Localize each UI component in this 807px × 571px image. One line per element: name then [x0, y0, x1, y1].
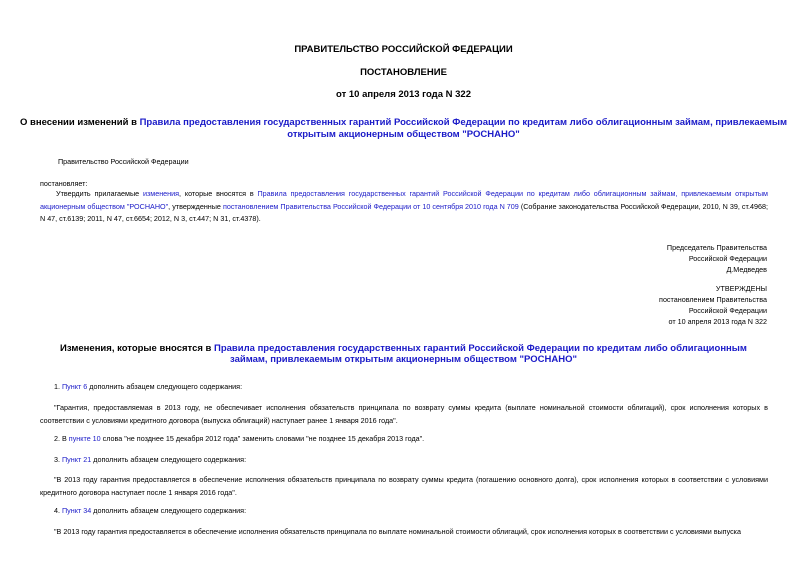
changes-title	[60, 343, 747, 365]
item-3-number: 3.	[54, 455, 62, 464]
change-item-3	[54, 454, 246, 465]
item-4-text: дополнить абзацем следующего содержания:	[91, 506, 247, 515]
point-34-link[interactable]: Пункт 34	[62, 506, 92, 515]
change-quote-1: "Гарантия, предоставляемая в 2013 году, не обеспечивает исполнения обязательств принципала по возврату суммы кредита (выплате номинальной стоимости облигаций), срок исполнения которых в соответствии с условиями кредитного договора (выпуска облигаций) наступает ранее 1 января 2016 года".	[40, 403, 768, 425]
approved-label: УТВЕРЖДЕНЫ	[715, 284, 767, 293]
title-prefix: О внесении изменений в	[19, 117, 140, 128]
changes-title-prefix: Изменения, которые вносятся в	[60, 343, 215, 354]
item-1-text: дополнить абзацем следующего содержания:	[87, 382, 243, 391]
change-quote-3: "В 2013 году гарантия предоставляется в обеспечение исполнения обязательств принципала по возврату суммы кредита (погашению основного долга), срок исполнения которых в соответствии с условиями кредитного договора наступает после 1 января 2016 года".	[40, 475, 768, 497]
decree-text-3: , утвержденные	[168, 201, 223, 211]
resolves: постановляет:	[40, 179, 88, 188]
point-6-link[interactable]: Пункт 6	[62, 382, 88, 391]
resolution-709-link[interactable]: постановлением Правительства Российской Федерации от 10 сентября 2010 года N 709	[222, 201, 519, 211]
changes-link[interactable]: изменения	[142, 189, 180, 198]
change-quote-4: "В 2013 году гарантия предоставляется в обеспечение исполнения обязательств принципала по выплате номинальной стоимости облигаций, срок исполнения которых в соответствии с условиями выпуска	[54, 527, 741, 536]
approved-date: от 10 апреля 2013 года N 322	[668, 317, 767, 326]
decree-text-2: , которые вносятся в	[179, 189, 258, 198]
issuer: Правительство Российской Федерации	[58, 157, 189, 166]
rules-link[interactable]: Правила предоставления государственных гарантий Российской Федерации по кредитам либо облигационным займам, привлекаемым открытым акционерным обществом "РОСНАНО"	[40, 189, 768, 211]
point-21-link[interactable]: Пункт 21	[62, 455, 92, 464]
item-4-number: 4.	[54, 506, 62, 515]
changes-title-link[interactable]: Правила предоставления государственных гарантий Российской Федерации по кредитам либо облигационным займам, привлекаемым открытым акционерным обществом "РОСНАНО"	[214, 343, 747, 365]
change-item-2	[54, 433, 424, 444]
item-1-number: 1.	[54, 382, 62, 391]
approved-by: постановлением Правительства	[659, 295, 767, 304]
government-heading: ПРАВИТЕЛЬСТВО РОССИЙСКОЙ ФЕДЕРАЦИИ	[294, 44, 513, 55]
point-10-link[interactable]: пункте 10	[68, 434, 101, 443]
signature-position: Председатель Правительства	[666, 243, 767, 252]
document-date-number: от 10 апреля 2013 года N 322	[336, 89, 471, 100]
approved-block	[659, 283, 767, 327]
signature-name: Д.Медведев	[726, 265, 767, 274]
signature-block	[667, 242, 767, 275]
approved-country: Российской Федерации	[688, 306, 767, 315]
decree-paragraph	[40, 188, 768, 226]
decree-text-1: Утвердить прилагаемые	[56, 189, 143, 198]
item-2-prefix: 2. В	[54, 434, 69, 443]
decree-text-4: (Собрание законодательства Российской Федерации, 2010, N 39, ст.4968; N 47, ст.6139; 2011, N 47, ст.6654; 2012, N 3, ст.447; N 31, ст.4378).	[40, 201, 768, 223]
document-type: ПОСТАНОВЛЕНИЕ	[360, 67, 447, 78]
change-item-1	[54, 381, 242, 392]
title-rules-link[interactable]: Правила предоставления государственных гарантий Российской Федерации по кредитам либо облигационным займам, привлекаемым открытым акционерным обществом "РОСНАНО"	[139, 117, 787, 140]
item-3-text: дополнить абзацем следующего содержания:	[91, 455, 247, 464]
document-title	[0, 117, 807, 141]
item-2-text: слова "не позднее 15 декабря 2012 года" заменить словами "не позднее 15 декабря 2013 года".	[100, 434, 425, 443]
change-item-4	[54, 505, 246, 516]
signature-country: Российской Федерации	[688, 254, 767, 263]
